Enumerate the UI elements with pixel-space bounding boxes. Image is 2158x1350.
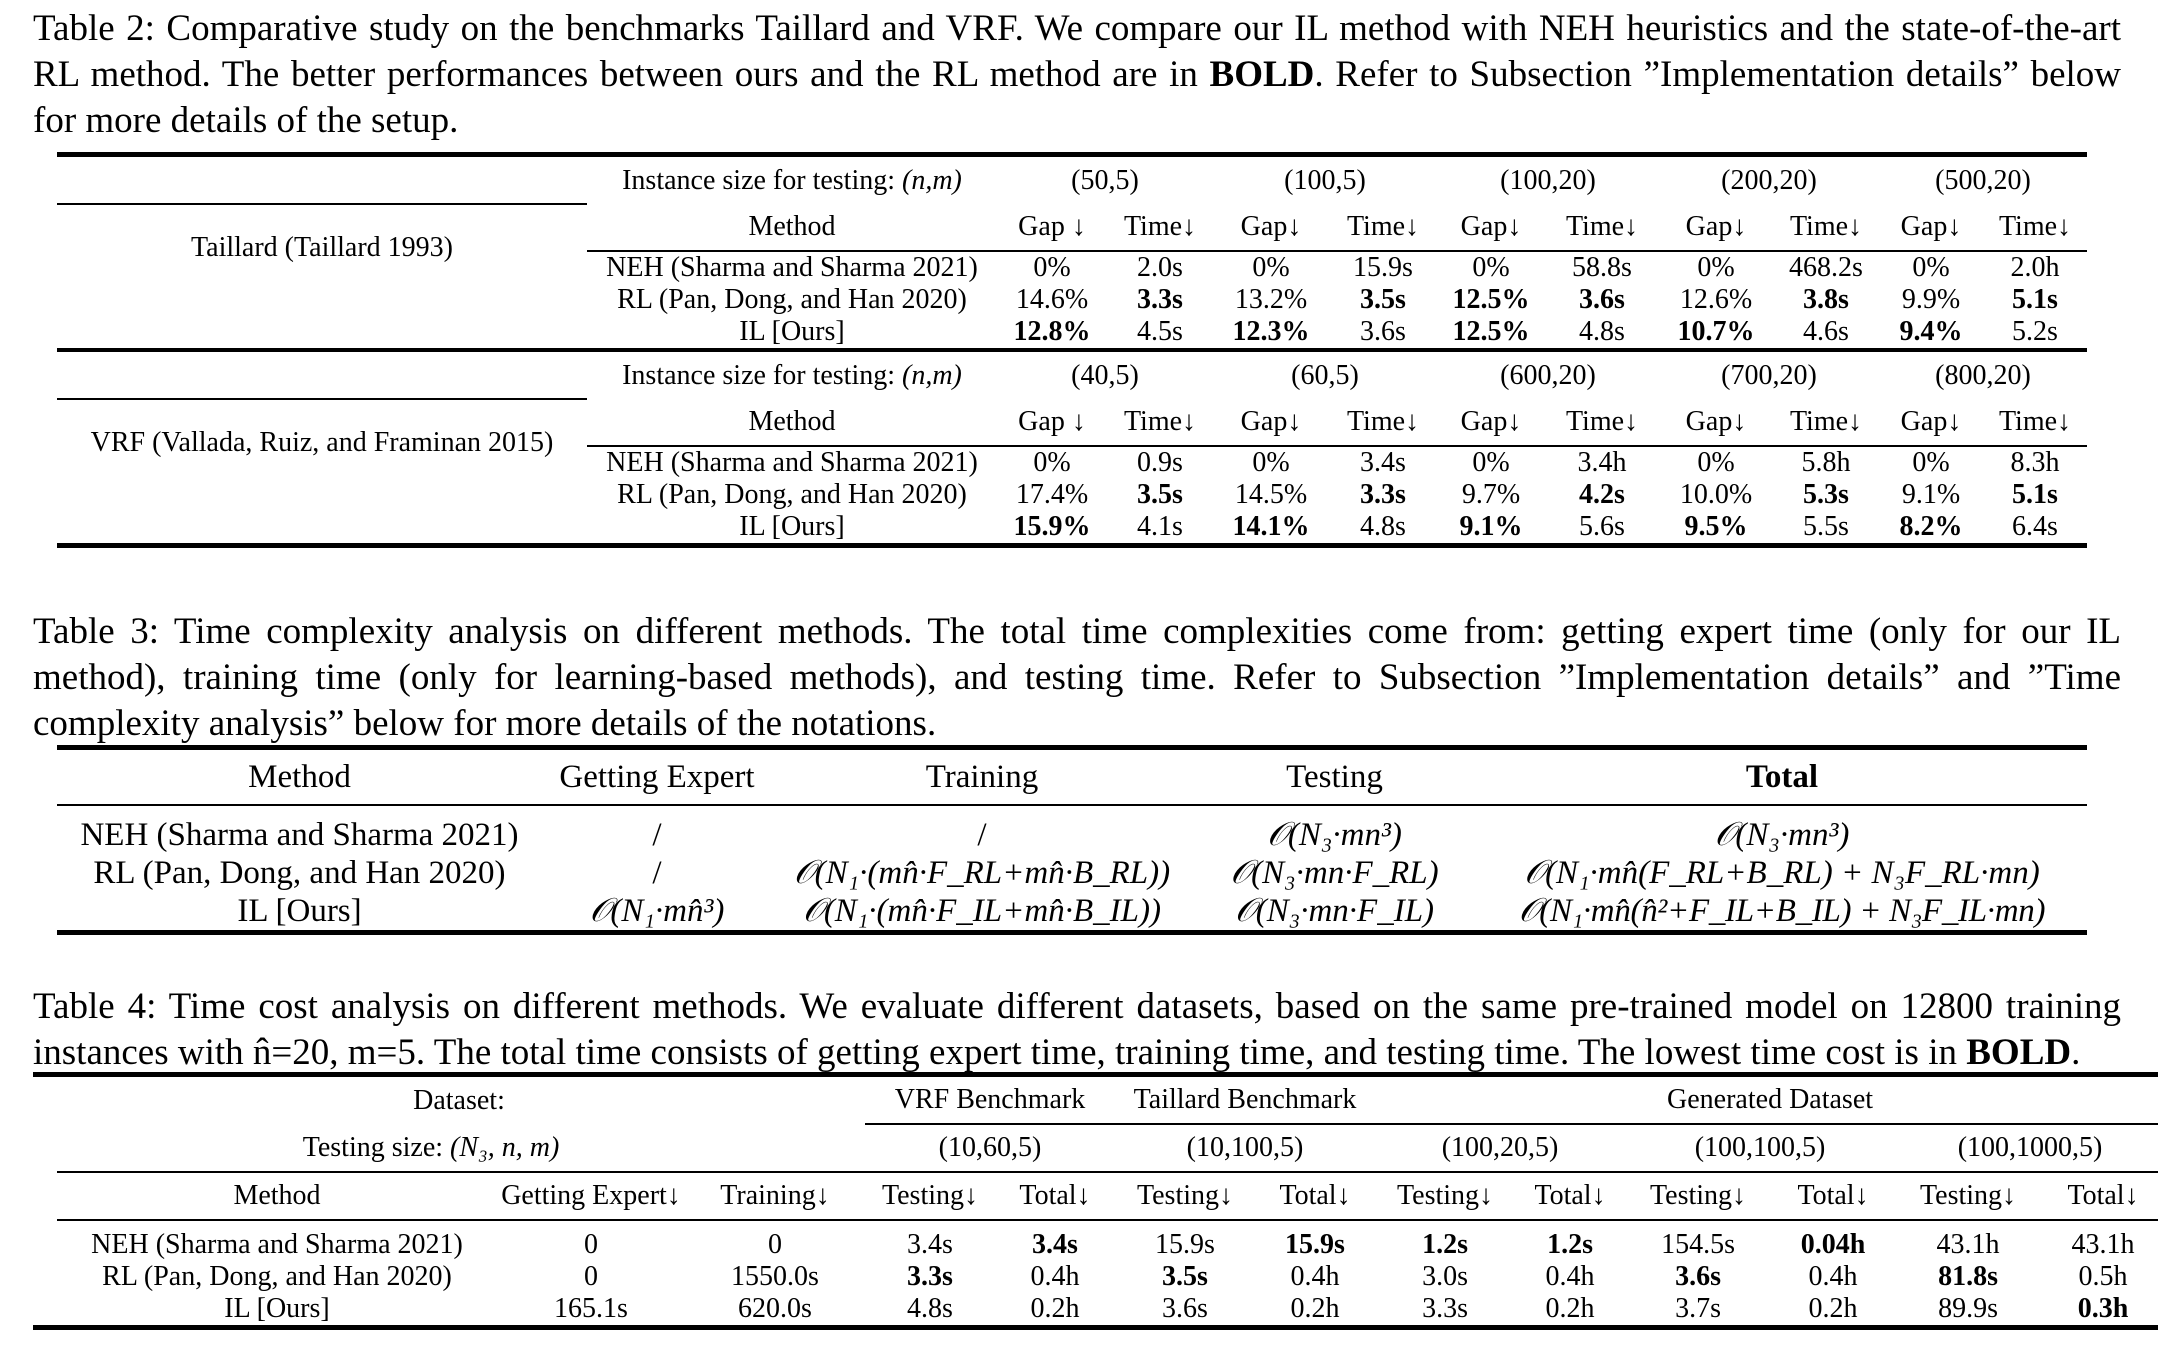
table-cell: 89.9s <box>1895 1293 2041 1328</box>
table-row <box>33 1261 2158 1293</box>
table3-caption-text: Time complexity analysis on different methods. The total time complexities come from: getting expert time (only for our IL method), training time (only for learning-based methods), and testing time. Refer to Subsection ”Implementation details” and ”Time complexity analysis” below for more details of the notations. <box>33 611 2121 744</box>
table-cell: 15.9s <box>1285 1229 1345 1260</box>
table-cell: 43.1h <box>2071 1229 2135 1260</box>
table-cell: 2.0s <box>1137 252 1183 283</box>
benchmark-label: VRF (Vallada, Ruiz, and Framinan 2015) <box>57 399 587 546</box>
time-header: Time↓ <box>1983 399 2087 446</box>
header-training: Training <box>772 748 1192 806</box>
time-header: Time↓ <box>1773 399 1879 446</box>
table-cell: 12.6% <box>1679 284 1753 315</box>
header-total: Total <box>1477 748 2087 806</box>
header-training: Training↓ <box>685 1172 865 1220</box>
table-cell: 0.2h <box>1515 1293 1625 1328</box>
table-cell: 17.4% <box>1015 479 1089 510</box>
gap-header: Gap ↓ <box>997 399 1107 446</box>
table-cell: 4.6s <box>1803 316 1849 347</box>
size-cell: (500,20) <box>1879 155 2087 205</box>
table-cell: 0.2h <box>1771 1293 1895 1328</box>
gap-header: Gap↓ <box>1437 204 1545 251</box>
table-cell: 3.4s <box>907 1229 953 1260</box>
gap-header: Gap↓ <box>1879 399 1983 446</box>
time-header: Time↓ <box>1983 204 2087 251</box>
time-header: Time↓ <box>1545 399 1659 446</box>
table-cell: 6.4s <box>1983 511 2087 546</box>
gap-header: Gap↓ <box>1213 399 1329 446</box>
table2 <box>57 152 2087 548</box>
size-cell: (50,5) <box>997 155 1213 205</box>
method-cell: IL [Ours] <box>587 511 997 546</box>
table4 <box>33 1072 2158 1330</box>
table-cell: 𝒪(N₁·(mn̂·F_RL+mn̂·B_RL)) <box>793 855 1171 891</box>
table-cell: 0.3h <box>2041 1293 2158 1328</box>
table-cell: 3.5s <box>1137 479 1183 510</box>
table-cell: 3.7s <box>1625 1293 1771 1328</box>
table-cell: 0% <box>1912 252 1950 283</box>
table-cell: 0.2h <box>1255 1293 1375 1328</box>
table-cell: 0% <box>1252 447 1290 478</box>
header-testing: Testing↓ <box>1625 1172 1771 1220</box>
table-cell: 3.4s <box>1032 1229 1078 1260</box>
method-cell: NEH (Sharma and Sharma 2021) <box>80 817 519 853</box>
gap-header: Gap ↓ <box>997 204 1107 251</box>
method-cell: RL (Pan, Dong, and Han 2020) <box>102 1261 452 1292</box>
size-cell: (40,5) <box>997 350 1213 399</box>
size-cell: (60,5) <box>1213 350 1437 399</box>
method-cell: NEH (Sharma and Sharma 2021) <box>606 447 978 478</box>
size-cell: (600,20) <box>1437 350 1659 399</box>
table-cell: 𝒪(N₃·mn³) <box>1714 817 1850 853</box>
table-cell: 1550.0s <box>731 1261 819 1292</box>
dataset-taillard: Taillard Benchmark <box>1115 1075 1375 1125</box>
table-cell: 9.7% <box>1461 479 1521 510</box>
table-cell: 4.2s <box>1579 479 1625 510</box>
table-cell: 620.0s <box>685 1293 865 1328</box>
table-cell: 3.6s <box>1115 1293 1255 1328</box>
method-cell: RL (Pan, Dong, and Han 2020) <box>617 284 967 315</box>
table-cell: 9.1% <box>1437 511 1545 546</box>
size-cell: (200,20) <box>1659 155 1879 205</box>
header-expert: Getting Expert <box>542 748 772 806</box>
table-cell: 0.5h <box>2078 1261 2128 1292</box>
table-cell: 0% <box>1472 447 1510 478</box>
table-cell: 3.0s <box>1422 1261 1468 1292</box>
table-cell: / <box>652 855 662 891</box>
table-cell: 12.5% <box>1452 316 1530 347</box>
table-cell: 3.4s <box>1360 447 1406 478</box>
gap-header: Gap↓ <box>1659 399 1773 446</box>
table4-caption <box>33 984 2121 1076</box>
method-cell: NEH (Sharma and Sharma 2021) <box>91 1229 463 1260</box>
dataset-generated: Generated Dataset <box>1375 1075 2158 1125</box>
table-cell: 5.1s <box>2012 284 2058 315</box>
table-cell: 3.3s <box>1360 479 1406 510</box>
table-cell: 3.6s <box>1579 284 1625 315</box>
table-cell: 15.9% <box>997 511 1107 546</box>
table-row <box>33 1220 2158 1261</box>
table-cell: 0% <box>1033 252 1071 283</box>
size-cell: (100,100,5) <box>1625 1124 1895 1172</box>
table-cell: 𝒪(N₁·mn̂(F_RL+B_RL) + N₃F_RL·mn) <box>1524 855 2040 891</box>
table-cell: 4.8s <box>865 1293 995 1328</box>
time-header: Time↓ <box>1107 204 1213 251</box>
table-cell: 1.2s <box>1422 1229 1468 1260</box>
table-cell: 0.04h <box>1800 1229 1866 1260</box>
header-total: Total↓ <box>2041 1172 2158 1220</box>
time-header: Time↓ <box>1329 399 1437 446</box>
table-cell: 154.5s <box>1661 1229 1735 1260</box>
table-cell: 9.9% <box>1901 284 1961 315</box>
header-testing: Testing↓ <box>865 1172 995 1220</box>
header-total: Total↓ <box>1771 1172 1895 1220</box>
table-cell: 0% <box>1912 447 1950 478</box>
table-cell: 9.1% <box>1901 479 1961 510</box>
table-cell: 12.8% <box>1013 316 1091 347</box>
method-cell: IL [Ours] <box>57 1293 497 1328</box>
table2-caption-suffix: . Refer to Subsection ”Implementation details” below for more details of the setup. <box>33 54 2121 141</box>
table4-caption-suffix: . <box>2071 1032 2081 1073</box>
table-row <box>57 892 2087 933</box>
table-cell: 𝒪(N₁·mn̂³) <box>542 892 772 933</box>
table-cell: 5.2s <box>2012 316 2058 347</box>
time-header: Time↓ <box>1773 204 1879 251</box>
size-cell: (10,60,5) <box>865 1124 1115 1172</box>
table3-caption <box>33 609 2121 747</box>
size-cell: (10,100,5) <box>1115 1124 1375 1172</box>
table-cell: 0.4h <box>1030 1261 1080 1292</box>
table4-caption-bold: BOLD <box>1966 1032 2072 1073</box>
header-testing: Testing <box>1192 748 1477 806</box>
method-header: Method <box>587 204 997 251</box>
size-label: Instance size for testing: (n,m) <box>587 155 997 205</box>
table-cell: 3.5s <box>1162 1261 1208 1292</box>
header-testing: Testing↓ <box>1115 1172 1255 1220</box>
header-method: Method <box>57 1172 497 1220</box>
table-cell: 3.5s <box>1360 284 1406 315</box>
time-header: Time↓ <box>1545 204 1659 251</box>
testing-size-label: Testing size: (N₃, n, m) <box>57 1124 865 1172</box>
table-row <box>57 805 2087 854</box>
gap-header: Gap↓ <box>1213 204 1329 251</box>
header-expert: Getting Expert↓ <box>497 1172 685 1220</box>
table-cell: 10.7% <box>1677 316 1755 347</box>
size-cell: (700,20) <box>1659 350 1879 399</box>
table-cell: 165.1s <box>497 1293 685 1328</box>
size-cell: (800,20) <box>1879 350 2087 399</box>
table-cell: 0.4h <box>1545 1261 1595 1292</box>
table-cell: / <box>652 817 662 853</box>
table-cell: 13.2% <box>1234 284 1308 315</box>
table-cell: 12.3% <box>1232 316 1310 347</box>
table4-caption-text: Time cost analysis on different methods. We evaluate different datasets, based on the same pre-trained model on 12800 training instances with n̂=20, m=5. The total time consists of getting expert time, training time, and testing time. The lowest time cost is in <box>33 986 2122 1073</box>
table-cell: 3.3s <box>907 1261 953 1292</box>
gap-header: Gap↓ <box>1659 204 1773 251</box>
table-cell: 3.4h <box>1577 447 1627 478</box>
header-total: Total↓ <box>995 1172 1115 1220</box>
table-cell: 14.1% <box>1213 511 1329 546</box>
table-cell: 3.6s <box>1675 1261 1721 1292</box>
table2-caption-text: Comparative study on the benchmarks Taillard and VRF. We compare our IL method with NEH heuristics and the state-of-the-art RL method. The better performances between ours and the RL method are in <box>33 8 2122 95</box>
header-testing: Testing↓ <box>1375 1172 1515 1220</box>
table4-caption-label: Table 4: <box>33 986 157 1027</box>
table-cell: 10.0% <box>1679 479 1753 510</box>
method-cell: RL (Pan, Dong, and Han 2020) <box>617 479 967 510</box>
table-cell: 12.5% <box>1452 284 1530 315</box>
table-cell: 5.6s <box>1545 511 1659 546</box>
header-total: Total↓ <box>1515 1172 1625 1220</box>
table-cell: 0% <box>1033 447 1071 478</box>
table-cell: 3.6s <box>1360 316 1406 347</box>
table-cell: 𝒪(N₃·mn·F_IL) <box>1192 892 1477 933</box>
table-cell: 4.1s <box>1107 511 1213 546</box>
table-cell: 14.6% <box>1015 284 1089 315</box>
method-cell: IL [Ours] <box>739 316 845 347</box>
table2-caption-label: Table 2: <box>33 8 155 49</box>
table-cell: 0% <box>1697 447 1735 478</box>
table-cell: 468.2s <box>1789 252 1863 283</box>
size-label: Instance size for testing: (n,m) <box>587 350 997 399</box>
table3-caption-label: Table 3: <box>33 611 159 652</box>
table-cell: 4.5s <box>1137 316 1183 347</box>
header-method: Method <box>57 748 542 806</box>
table-cell: 81.8s <box>1938 1261 1998 1292</box>
table3 <box>57 745 2087 935</box>
size-cell: (100,5) <box>1213 155 1437 205</box>
time-header: Time↓ <box>1107 399 1213 446</box>
table-cell: 58.8s <box>1572 252 1632 283</box>
method-cell: NEH (Sharma and Sharma 2021) <box>606 252 978 283</box>
table2-caption-bold: BOLD <box>1209 54 1315 95</box>
method-cell: RL (Pan, Dong, and Han 2020) <box>93 855 506 891</box>
table-cell: 5.3s <box>1803 479 1849 510</box>
table-cell: 3.3s <box>1375 1293 1515 1328</box>
table-cell: 𝒪(N₁·mn̂(n̂²+F_IL+B_IL) + N₃F_IL·mn) <box>1477 892 2087 933</box>
table-cell: 9.4% <box>1899 316 1963 347</box>
table-cell: 0 <box>584 1261 598 1292</box>
table-row <box>33 1293 2158 1328</box>
table-cell: 3.8s <box>1803 284 1849 315</box>
table-cell: 1.2s <box>1547 1229 1593 1260</box>
dataset-vrf: VRF Benchmark <box>865 1075 1115 1125</box>
table-cell: 15.9s <box>1353 252 1413 283</box>
gap-header: Gap↓ <box>1437 399 1545 446</box>
table-cell: 𝒪(N₁·(mn̂·F_IL+mn̂·B_IL)) <box>772 892 1192 933</box>
size-cell: (100,20) <box>1437 155 1659 205</box>
gap-header: Gap↓ <box>1879 204 1983 251</box>
table-cell: 0% <box>1697 252 1735 283</box>
table-cell: 15.9s <box>1155 1229 1215 1260</box>
table-cell: 0.9s <box>1137 447 1183 478</box>
table-cell: 8.3h <box>2010 447 2060 478</box>
table2-caption <box>33 6 2121 144</box>
table-cell: 5.1s <box>2012 479 2058 510</box>
method-cell: IL [Ours] <box>57 892 542 933</box>
table-cell: 2.0h <box>2010 252 2060 283</box>
table-cell: 5.5s <box>1773 511 1879 546</box>
table-cell: 𝒪(N₃·mn·F_RL) <box>1230 855 1439 891</box>
table-cell: 3.3s <box>1137 284 1183 315</box>
table-cell: 5.8h <box>1801 447 1851 478</box>
size-cell: (100,1000,5) <box>1895 1124 2158 1172</box>
table-cell: 0 <box>768 1229 782 1260</box>
time-header: Time↓ <box>1329 204 1437 251</box>
table-cell: 𝒪(N₃·mn³) <box>1267 817 1402 853</box>
table-cell: 8.2% <box>1879 511 1983 546</box>
table-cell: 0% <box>1252 252 1290 283</box>
table-cell: 4.8s <box>1329 511 1437 546</box>
table-cell: 14.5% <box>1234 479 1308 510</box>
table-row <box>57 854 2087 892</box>
table-cell: 0% <box>1472 252 1510 283</box>
table-cell: / <box>977 817 987 853</box>
table-cell: 9.5% <box>1659 511 1773 546</box>
table-cell: 0 <box>584 1229 598 1260</box>
header-total: Total↓ <box>1255 1172 1375 1220</box>
table-cell: 43.1h <box>1936 1229 2000 1260</box>
table-cell: 4.8s <box>1579 316 1625 347</box>
benchmark-label: Taillard (Taillard 1993) <box>191 232 453 263</box>
size-cell: (100,20,5) <box>1375 1124 1625 1172</box>
table-cell: 0.4h <box>1290 1261 1340 1292</box>
table-cell: 0.4h <box>1808 1261 1858 1292</box>
table-cell: 0.2h <box>995 1293 1115 1328</box>
header-testing: Testing↓ <box>1895 1172 2041 1220</box>
method-header: Method <box>587 399 997 446</box>
dataset-label: Dataset: <box>33 1075 865 1125</box>
